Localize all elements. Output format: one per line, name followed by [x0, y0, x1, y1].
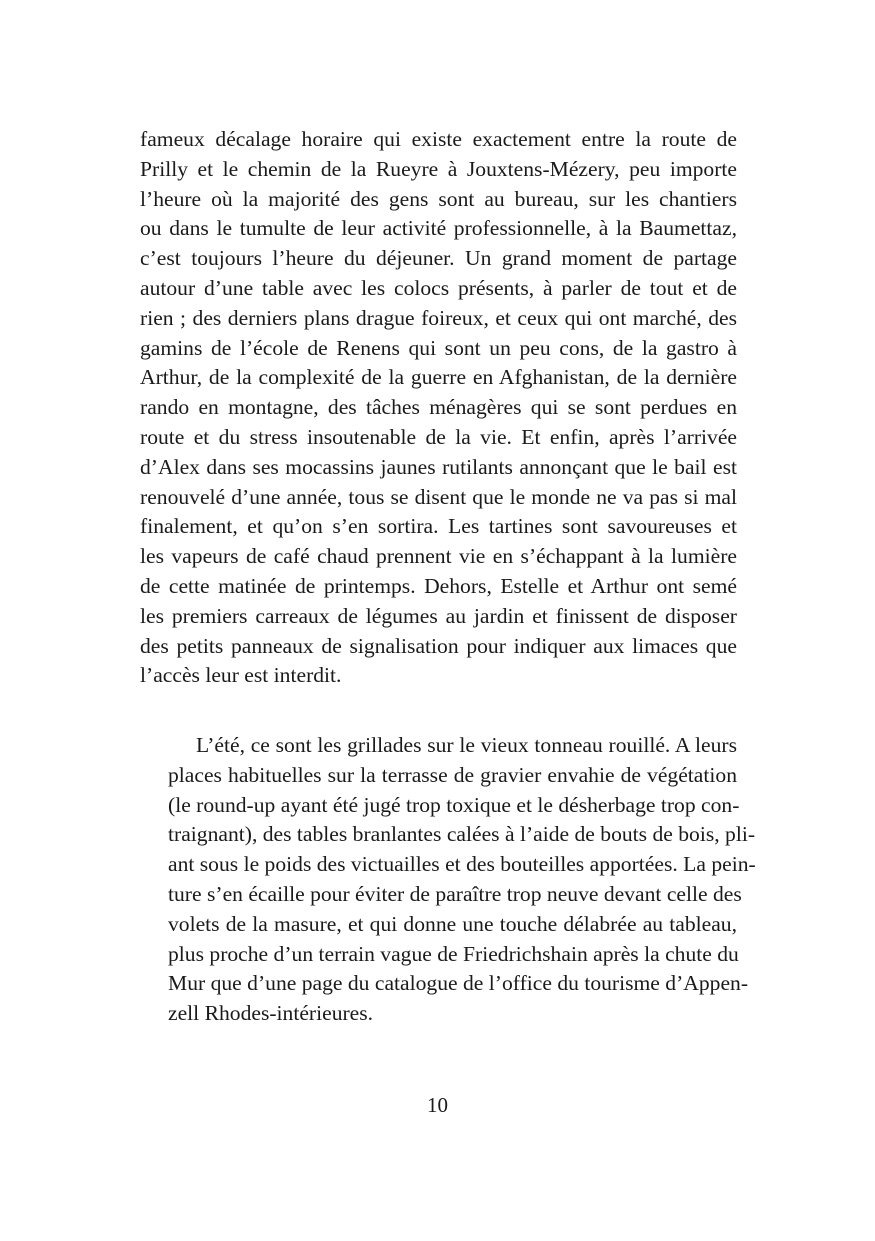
text-line: ou dans le tumulte de leur activité professionnelle, à la Baumettaz, [140, 216, 737, 241]
text-line: places habituelles sur la terrasse de gravier envahie de végétation [168, 762, 737, 787]
text-line: rando en montagne, des tâches ménagères qui se sont perdues en [140, 395, 737, 420]
text-line: finalement, et qu’on s’en sortira. Les tartines sont savoureuses et [140, 514, 737, 539]
text-line: plus proche d’un terrain vague de Friedrichshain après la chute du [168, 941, 739, 966]
page-number: 10 [427, 1093, 448, 1117]
text-line-last: zell Rhodes-intérieures. [168, 1001, 374, 1026]
text-line: de cette matinée de printemps. Dehors, Estelle et Arthur ont semé [140, 573, 737, 598]
text-line: fameux décalage horaire qui existe exactement entre la route de [140, 127, 737, 151]
text-line: rien ; des derniers plans drague foireux, et ceux qui ont marché, des [140, 305, 737, 330]
text-line: route et du stress insoutenable de la vie. Et enfin, après l’arrivée [140, 424, 737, 449]
text-line: Arthur, de la complexité de la guerre en Afghanistan, de la dernière [140, 365, 737, 390]
text-line: gamins de l’école de Renens qui sont un peu cons, de la gastro à [140, 335, 737, 360]
text-line: d’Alex dans ses mocassins jaunes rutilants annonçant que le bail est [140, 454, 737, 479]
text-line: des petits panneaux de signalisation pour indiquer aux limaces que [140, 633, 737, 658]
text-line: Mur que d’une page du catalogue de l’office du tourisme d’Appen- [168, 971, 749, 996]
text-line: les vapeurs de café chaud prennent vie en s’échappant à la lumière [140, 544, 737, 569]
text-line-last: l’accès leur est interdit. [140, 663, 342, 688]
text-line: ture s’en écaille pour éviter de paraître trop neuve devant celle des [168, 881, 742, 906]
text-line: (le round-up ayant été jugé trop toxique et le désherbage trop con- [168, 792, 740, 817]
text-line: autour d’une table avec les colocs présents, à parler de tout et de [140, 275, 737, 300]
text-line: les premiers carreaux de légumes au jardin et finissent de disposer [140, 603, 737, 628]
text-line: l’heure où la majorité des gens sont au bureau, sur les chantiers [140, 186, 737, 211]
text-line: Prilly et le chemin de la Rueyre à Jouxtens-Mézery, peu importe [140, 156, 737, 181]
text-line: renouvelé d’une année, tous se disent que le monde ne va pas si mal [140, 484, 737, 509]
paragraph-2 [140, 731, 756, 1029]
text-line: ant sous le poids des victuailles et des bouteilles apportées. La pein- [168, 852, 756, 877]
text-line-first: L’été, ce sont les grillades sur le vieux tonneau rouillé. A leurs [196, 733, 737, 757]
paragraph-1 [140, 125, 737, 691]
text-line: traignant), des tables branlantes calées à l’aide de bouts de bois, pli- [168, 822, 756, 847]
text-line: c’est toujours l’heure du déjeuner. Un grand moment de partage [140, 246, 737, 271]
text-line: volets de la masure, et qui donne une touche délabrée au tableau, [168, 911, 737, 936]
